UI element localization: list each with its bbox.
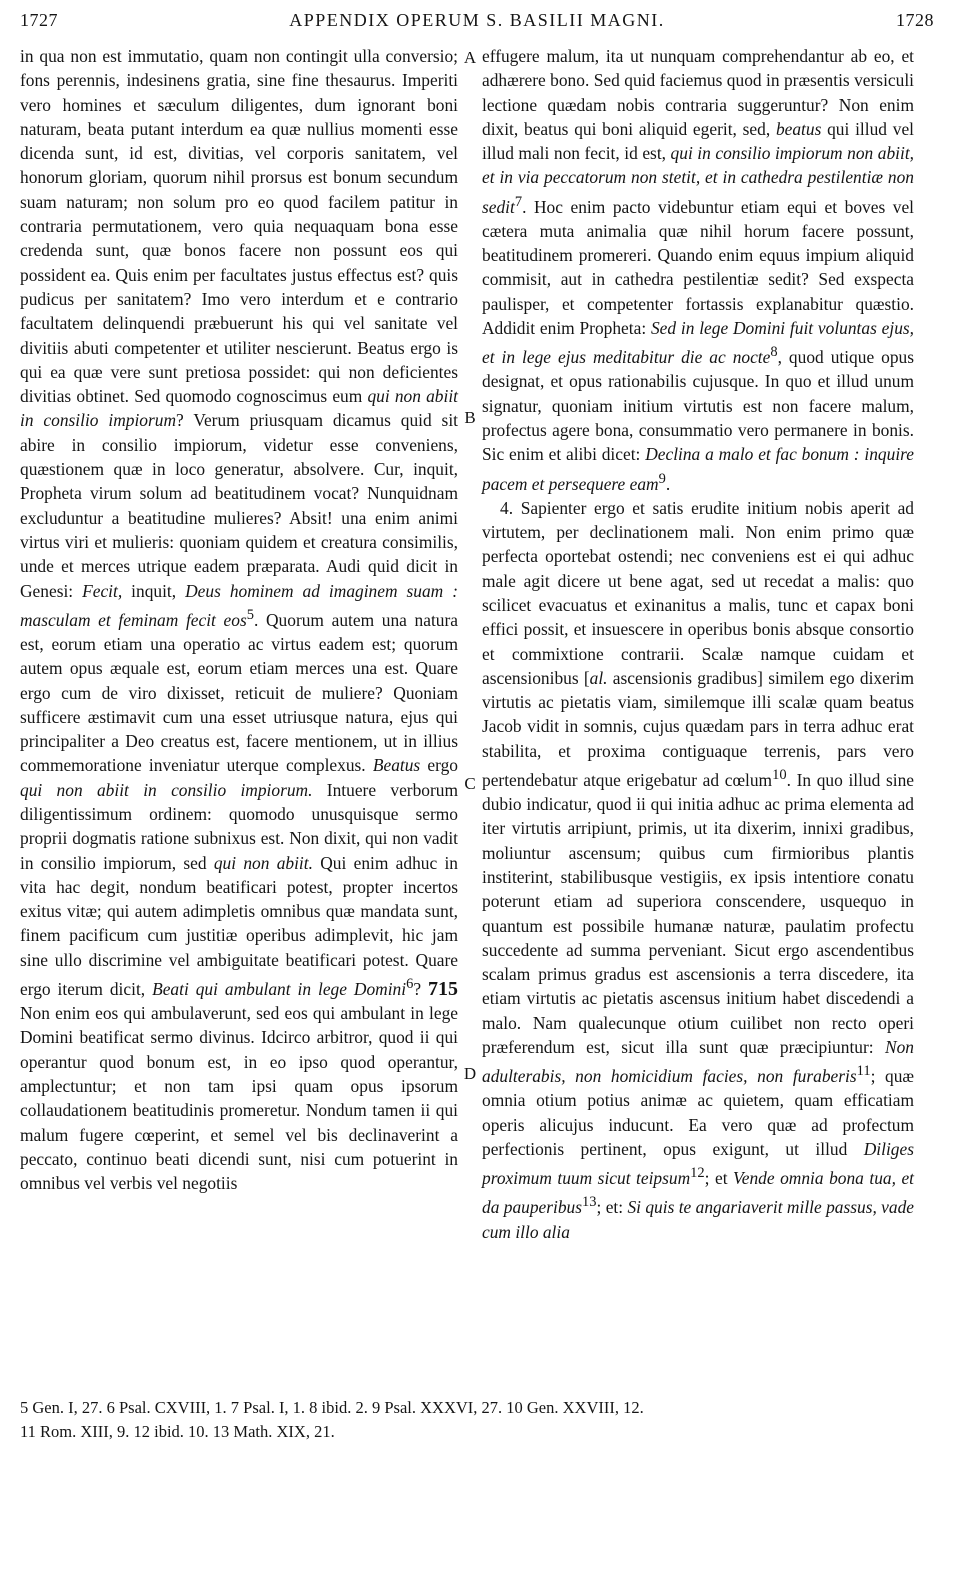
footnote-ref[interactable]: 12 [690,1165,705,1182]
footnote-ref[interactable]: 6 [406,976,414,993]
footnote-ref[interactable]: 7 [514,193,523,210]
right-paragraph-2: 4. Sapienter ergo et satis erudite initium nobis aperit ad virtutem, per declinationem mali. Non enim primo quæ perfecta oportebat ostendi; nec conveniens est ei qui adhuc male agit dicere ut bene agat, sed ut recedat a malis: quo scilicet evacuatus et exinanitus a malis, tunc et capax boni effici possit, et insuescere in operibus bonis absque consortio et commixtione contrarii. Scalæ namque cuidam et ascensionibus [al. ascensionis gradibus] similem ego dixerim virtutis ac pietatis viam, similemque illi scalæ quam beatus Jacob vidit in somnis, cujus quædam pars in terra adhuc erat stabilita, et proxima contiguaque terrenis, pars vero pertendebatur atque erigebatur ad cœlum$^{10}$. In quo illud sine dubio indicatur, quod ii qui initia adhuc ac prima elementa ad iter virtutis arripiunt, primis, ut ita dixerim, innixi gradibus, moliuntur ascensum; quibus cum firmioribus plantis institerint, stabilibusque vestigiis, ex ipsis intentiore conatu poterunt etiam ad superiora conscendere, usquequo in quantum est possibile humanæ naturæ, paulatim profectu succedente ad summa perveniant. Sicut ergo ascendentibus scalam primus gradus est ascensionis a terra discedere, ita etiam virtutis ac pietatis ascensus initium habet discedendi a malo. Nam qualecunque otium cuilibet non recto operi præferendum est, sicut illa sunt quæ præcipiuntur: Non adulterabis, non homicidium facies, non furaberis$^{11}$; quæ omnia otium potius animæ ac quietem, quam efficatiam operis alicujus inducunt. Ea vero quæ ad profectum perfectionis pertinent, opus exigunt, ut illud Diliges proximum tuum sicut teipsum$^{12}$; et Vende omnia bona tua, et da pauperibus$^{13}$; et: Si quis te angariaverit mille passus, vade cum illo alia [482,497,915,1242]
left-paragraph: in qua non est immutatio, quam non contingit ulla conversio; fons perennis, indesinens gratia, sine fine thesaurus. Imperiti vero homines et sæculum diligentes, dum ignorant boni naturam, beata putant interdum ea quæ nullius momenti esse dicenda sunt, id est, divitias, vel corporis sanitatem, vel honorum gloriam, quorum nihil prorsus est bonum secundum suam naturam; non solum pro eo quod facilem patitur in contraria permutationem, vero quia nequaquam bona esse credenda sunt, quæ bonos facere non possunt eos qui possident ea. Quis enim per facultates justus effectus est? quis pudicus per sanitatem? Imo vero interdum et e contrario facultatem delinquendi præbuerunt his qui vel sanitate vel divitiis abuti competenter et utiliter nescierunt. Beatus ergo is qui ea quæ vere sunt pretiosa possidet: qui non deficientes divitias obtinet. Sed quomodo cognoscimus eum qui non abiit in consilio impiorum? Verum priusquam dicamus quid sit abire in consilio impiorum, videtur esse conveniens, quæstionem quæ in loco generatur, absolvere. Cur, inquit, Propheta virum solum ad beatitudinem vocat? Nunquidnam excluduntur a beatitudine mulieres? Absit! una enim animi virtus viri et mulieris: quoniam quidem et creatura consimilis, unde et merces utrique eadem præparata. Audi quid dicit in Genesi: Fecit, inquit, Deus hominem ad imaginem suam : masculam et feminam fecit eos$^5$. Quorum autem una natura est, eorum etiam una operatio ac virtus eadem est; quorum autem opus æquale est, eorum etiam merces una est. Quare ergo cum de viro dixisset, reticuit de muliere? Quoniam sufficere æstimavit cum una esset utriusque natura, ejus qui principaliter a Deo creatus est, facere mentionem, ut in illius commemoratione inveniatur uterque complexus. Beatus ergo qui non abiit in consilio impiorum. Intuere verborum diligentissimum ordinem: quomodo unusquisque sermo proprii dogmatis ratione subnixus est. Non dixit, qui non vadit in consilio impiorum, sed qui non abiit. Qui enim adhuc in vita hac degit, nondum beatificari potest, propter incertos exitus vitæ; qui autem adimpletis omnibus quæ mandata sunt, finem pacificum cum justitiæ operibus adimplevit, hic jam sine ullo discrimine vel ambiguitate beatificari potest. Quare ergo iterum dicit, Beati qui ambulant in lege Domini$^6$? 715 Non enim eos qui ambulaverunt, sed eos qui ambulant in lege Domini beatificat sermo divinus. Idcirco arbitror, quod ii qui operantur quod bonum est, in eo ipso quod operantur, amplectuntur; et non tam ipsi quam opus ipsorum collaudationem beatitudinis promeretur. Nondum tamen ii qui malum fugere cœperint, et semel vel bis declinaverint a peccato, continuo beati dicendi sunt, nisi cum potuerint in omnibus vel verbis vel negotiis [20,46,458,1194]
margin-marks [462,44,478,1144]
footnote-line-2: 11 Rom. XIII, 9. 12 ibid. 10. 13 Math. XIX, 21. [20,1422,335,1441]
margin-mark-a: A [463,48,477,67]
footnote-ref[interactable]: 9 [658,470,666,487]
margin-mark-b: B [464,408,476,427]
footnote-ref[interactable]: 5 [246,606,254,623]
left-page-number: 1727 [20,10,58,30]
footnote-line-1: 5 Gen. I, 27. 6 Psal. CXVIII, 1. 7 Psal. I, 1. 8 ibid. 2. 9 Psal. XXXVI, 27. 10 Gen. XXVIII, 12. [20,1398,644,1417]
left-column [20,44,458,1196]
footnote-ref[interactable]: 10 [772,767,787,783]
column-number: 715 [428,977,458,1000]
running-title: APPENDIX OPERUM S. BASILII MAGNI. [289,10,665,30]
right-column [482,44,914,1244]
right-page-number: 1728 [896,10,934,30]
footnote-ref[interactable]: 13 [582,1194,597,1211]
footnote-ref[interactable]: 8 [770,344,778,361]
running-header [20,10,934,38]
footnote-ref[interactable]: 11 [856,1063,871,1080]
margin-mark-d: D [463,1064,477,1083]
right-paragraph-1: effugere malum, ita ut nunquam comprehendantur ab eo, et adhærere bono. Sed quid faciemus quod in præsentis versiculi lectione quædam nobis contraria suggeruntur? Non enim dixit, beatus qui boni aliquid egerit, sed, beatus qui illud vel illud mali non fecit, id est, qui in consilio impiorum non abiit, et in via peccatorum non stetit, et in cathedra pestilentiæ non sedit$^7$. Hoc enim pacto videbuntur etiam equi et boves vel cætera muta animalia quæ nihil horum facere possunt, beatitudinem promereri. Quando enim equus impium aliquid commisit, aut in cathedra pestilentiæ sedit? Sed exspecta paulisper, et competenter fortassis explanabitur quæstio. Addidit enim Propheta: Sed in lege Domini fuit voluntas ejus, et in lege ejus meditabitur die ac nocte$^8$, quod utique opus designat, et opus rationabilis cujusque. In quo et illud unum signatur, quoniam initium virtutis est non facere malum, profectus agere bona, consummatio vero permanere in bonis. Sic enim et alibi dicet: Declina a malo et fac bonum : inquire pacem et persequere eam$^9$. [482,46,915,494]
margin-mark-c: C [464,774,476,793]
footnotes [20,1396,934,1444]
